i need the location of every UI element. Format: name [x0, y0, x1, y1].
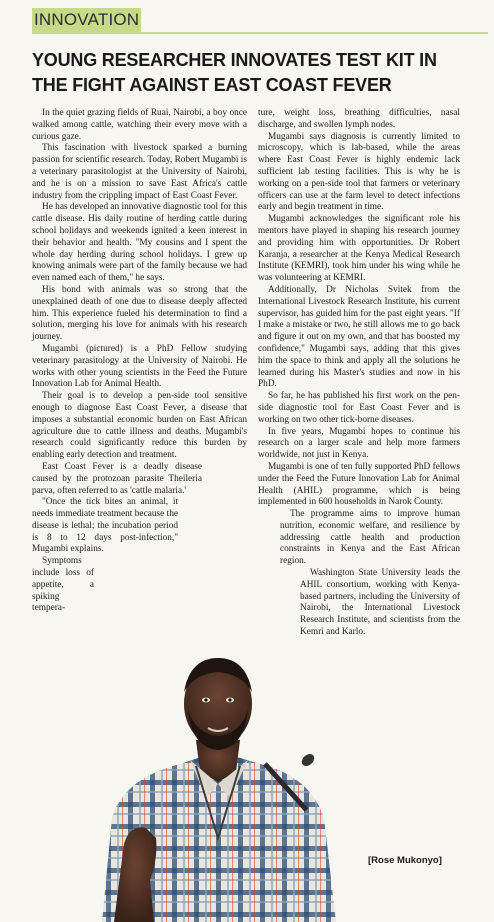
left-column: [32, 108, 247, 615]
section-label: INNOVATION: [32, 8, 141, 32]
right-column: [258, 108, 460, 639]
paragraph: He has developed an innovative diagnostic tool for this cattle disease. His daily routine of herding cattle during school holidays and weekends ignited a keen interest in their behavior and health. "My cousins and I spent the whole day herding during school holidays. I grew up knowing animals were part of the family because we had even named each of them," he says.: [32, 202, 247, 284]
wrapped-text: [32, 462, 247, 615]
paragraph: In the quiet grazing fields of Ruai, Nairobi, a boy once walked among cattle, watching their every move with a curious gaze.: [32, 108, 247, 142]
researcher-photo: [84, 648, 352, 922]
photo-credit: [Rose Mukonyo]: [368, 855, 442, 866]
paragraph: "Once the tick bites an animal, it needs immediate treatment because the disease is lethal; the incubation period is 8 to 12 days post-infection," Mugambi explains.: [32, 497, 178, 555]
paragraph: Additionally, Dr Nicholas Svitek from the International Livestock Research Institute, his current supervisor, has guided him for the past eight years. "If I make a mistake or two, he still allows me to go back and figure it out on my own, and that has boosted my confidence," Mugambi says, adding that this gives him the space to think and apply all the solutions he learned during his Master's studies and now in his PhD.: [258, 284, 460, 390]
paragraph: Mugambi acknowledges the significant role his mentors have played in shaping his research journey and providing him with opportunities. Dr Robert Karanja, a researcher at the Kenya Medical Research Institute (KEMRI), took him under his wing while he was volunteering at KEMRI.: [258, 214, 460, 284]
paragraph: In five years, Mugambi hopes to continue his research on a larger scale and help more farmers worldwide, not just in Kenya.: [258, 426, 460, 461]
paragraph: Mugambi (pictured) is a PhD Fellow studying veterinary parasitology at the University of Nairobi. He works with other young scientists in the Feed the Future Innovation Lab for Animal Health.: [32, 343, 247, 390]
paragraph: Mugambi says diagnosis is currently limited to microscopy, which is lab-based, while the areas where East Coast Fever is highly endemic lack sufficient lab testing facilities. This is why he is working on a pen-side tool that farmers or veterinary officers can use at the farm level to detect infections early and begin treatment in time.: [258, 131, 460, 213]
paragraph: East Coast Fever is a deadly disease caused by the protozoan parasite Theileria parva, often referred to as 'cattle malaria.': [32, 461, 202, 496]
section-divider: [32, 32, 488, 34]
paragraph: His bond with animals was so strong that the unexplained death of one due to disease deeply affected him. This experience fueled his determination to find a solution, merging his love for animals with his research journey.: [32, 284, 247, 343]
article-headline: YOUNG RESEARCHER INNOVATES TEST KIT IN THE FIGHT AGAINST EAST COAST FEVER: [32, 50, 437, 95]
paragraph: Their goal is to develop a pen-side tool sensitive enough to diagnose East Coast Fever, a disease that imposes a substantial economic burden on East African agriculture due to cattle illness and deaths. Mugambi's research could significantly reduce this burden by enabling early detection and treatment.: [32, 391, 247, 461]
paragraph: So far, he has published his first work on the pen-side diagnostic tool for East Coast Fever and is working on two other tick-borne diseases.: [258, 391, 460, 425]
paragraph: Symptoms include loss of appetite, a spiking tempera-: [32, 556, 94, 614]
paragraph: The programme aims to improve human nutrition, economic welfare, and resilience by addressing cattle health and production constraints in Kenya and the East African region.: [280, 509, 460, 567]
paragraph: Mugambi is one of ten fully supported PhD fellows under the Feed the Future Innovation Lab for Animal Health (AHIL) programme, which is being implemented in 600 households in Narok County.: [258, 461, 460, 508]
paragraph: Washington State University leads the AHIL consortium, working with Kenya-based partners, including the University of Nairobi, the International Livestock Research Institute, and scientists from the Kemri and Karlo.: [300, 568, 460, 638]
paragraph: This fascination with livestock sparked a burning passion for scientific research. Today, Robert Mugambi is a veterinary parasitologist at the University of Nairobi, and he is on a mission to save East Africa's cattle industry from the crippling impact of East Coast Fever.: [32, 143, 247, 201]
paragraph: ture, weight loss, breathing difficulties, nasal discharge, and swollen lymph nodes.: [258, 108, 460, 130]
